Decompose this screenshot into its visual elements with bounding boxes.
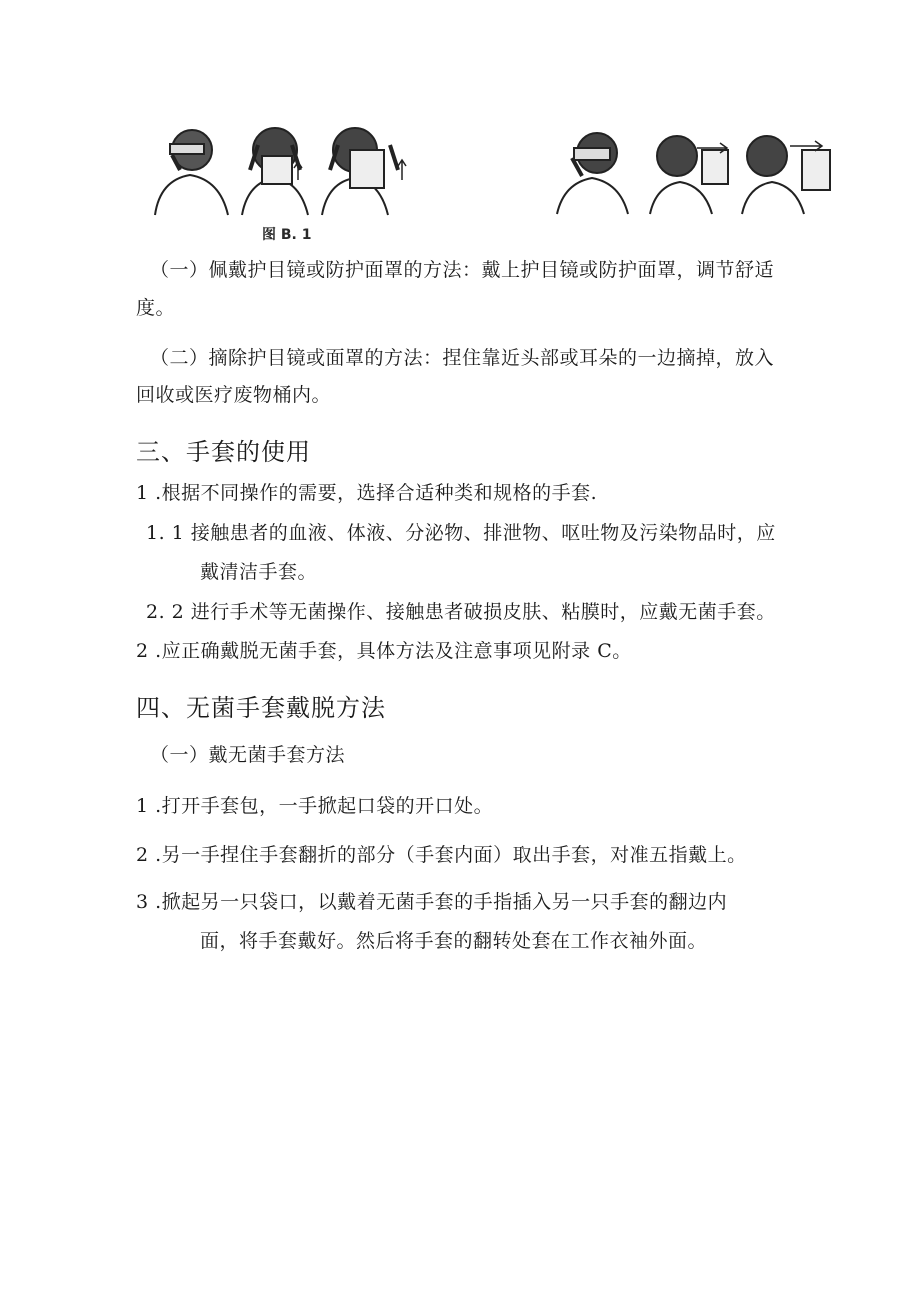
paragraph-don-goggles: （一）佩戴护目镜或防护面罩的方法：戴上护目镜或防护面罩，调节舒适 [150, 259, 775, 281]
paragraph-don-goggles-cont: 度。 [136, 297, 176, 319]
list-item-1: 1 .根据不同操作的需要，选择合适种类和规格的手套. [136, 482, 598, 504]
list-item-1-1-cont: 戴清洁手套。 [200, 561, 318, 583]
step-1: 1 .打开手套包，一手掀起口袋的开口处。 [136, 795, 494, 817]
list-item-2-2: 2. 2 进行手术等无菌操作、接触患者破损皮肤、粘膜时，应戴无菌手套。 [146, 601, 776, 623]
list-item-1-1: 1. 1 接触患者的血液、体液、分泌物、排泄物、呕吐物及污染物品时，应 [146, 522, 776, 544]
section-heading-sterile-gloves: 四、无菌手套戴脱方法 [136, 694, 386, 722]
subheading-put-on-sterile-gloves: （一）戴无菌手套方法 [150, 744, 346, 766]
figure-caption: 图 B. 1 [262, 227, 312, 243]
step-3: 3 .掀起另一只袋口，以戴着无菌手套的手指插入另一只手套的翻边内 [136, 891, 728, 913]
section-heading-gloves: 三、手套的使用 [136, 438, 311, 466]
paragraph-remove-goggles-cont: 回收或医疗废物桶内。 [136, 384, 332, 406]
step-3-cont: 面，将手套戴好。然后将手套的翻转处套在工作衣袖外面。 [200, 930, 708, 952]
goggles-donning-illustration [150, 120, 412, 218]
paragraph-remove-goggles: （二）摘除护目镜或面罩的方法：捏住靠近头部或耳朵的一边摘掉，放入 [150, 347, 775, 369]
step-2: 2 .另一手捏住手套翻折的部分（手套内面）取出手套，对准五指戴上。 [136, 844, 747, 866]
list-item-2: 2 .应正确戴脱无菌手套，具体方法及注意事项见附录 C。 [136, 640, 632, 662]
goggles-removal-illustration [552, 128, 837, 216]
